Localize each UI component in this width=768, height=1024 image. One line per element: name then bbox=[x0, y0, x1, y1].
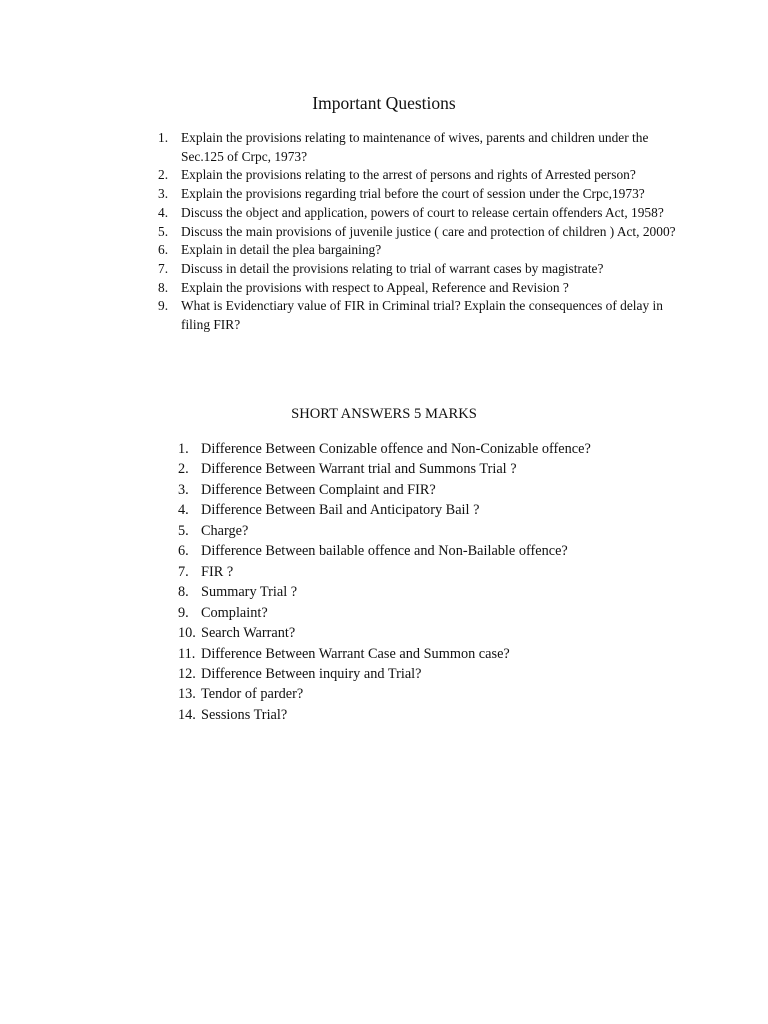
item-number: 2. bbox=[158, 167, 169, 183]
item-text: Difference Between Warrant trial and Summons Trial ? bbox=[201, 461, 517, 478]
item-text: Sessions Trial? bbox=[201, 706, 288, 723]
item-number: 7. bbox=[158, 260, 169, 276]
item-text: Complaint? bbox=[201, 604, 268, 621]
item-number: 5. bbox=[158, 223, 169, 239]
item-text: Explain the provisions relating to the arrest of persons and rights of Arrested person? bbox=[181, 167, 636, 183]
item-number: 13. bbox=[178, 686, 196, 703]
item-text: Search Warrant? bbox=[201, 625, 296, 642]
list-item bbox=[178, 480, 678, 500]
item-number: 4. bbox=[158, 204, 169, 220]
item-text: Difference Between Bail and Anticipatory Bail ? bbox=[201, 502, 480, 519]
item-text: Explain in detail the plea bargaining? bbox=[181, 242, 382, 258]
item-number: 3. bbox=[178, 481, 189, 498]
list-item bbox=[178, 582, 678, 602]
item-number: 3. bbox=[158, 186, 169, 202]
item-text: Discuss in detail the provisions relating to trial of warrant cases by magistrate? bbox=[181, 260, 604, 276]
list-item bbox=[178, 705, 678, 725]
list-item bbox=[158, 223, 688, 242]
list-item bbox=[158, 185, 688, 204]
list-item bbox=[158, 297, 688, 334]
item-number: 8. bbox=[178, 584, 189, 601]
item-number: 10. bbox=[178, 625, 196, 642]
item-number: 4. bbox=[178, 502, 189, 519]
page-title: Important Questions bbox=[312, 93, 456, 113]
item-text: Discuss the main provisions of juvenile justice ( care and protection of children ) Act, 2000? bbox=[181, 223, 676, 239]
item-text: FIR ? bbox=[201, 563, 234, 580]
item-number: 8. bbox=[158, 279, 169, 295]
list-item bbox=[178, 664, 678, 684]
item-number: 9. bbox=[178, 604, 189, 621]
list-item bbox=[178, 623, 678, 643]
list-item bbox=[178, 603, 678, 623]
item-text: Discuss the object and application, powers of court to release certain offenders Act, 1958? bbox=[181, 204, 664, 220]
item-number: 6. bbox=[178, 543, 189, 560]
list-item bbox=[158, 129, 688, 166]
item-number: 2. bbox=[178, 461, 189, 478]
item-text: Difference Between bailable offence and Non-Bailable offence? bbox=[201, 543, 568, 560]
item-number: 12. bbox=[178, 665, 196, 682]
item-text: Difference Between Complaint and FIR? bbox=[201, 481, 436, 498]
item-text: Charge? bbox=[201, 522, 249, 539]
item-text: Explain the provisions with respect to Appeal, Reference and Revision ? bbox=[181, 279, 569, 295]
item-number: 14. bbox=[178, 706, 196, 723]
list-item bbox=[178, 684, 678, 704]
item-text: Difference Between inquiry and Trial? bbox=[201, 665, 422, 682]
item-number: 7. bbox=[178, 563, 189, 580]
item-text: Difference Between Warrant Case and Summon case? bbox=[201, 645, 510, 662]
item-number: 11. bbox=[178, 645, 196, 662]
important-questions-list bbox=[158, 129, 688, 335]
list-item bbox=[178, 541, 678, 561]
list-item bbox=[158, 241, 688, 260]
list-item bbox=[158, 166, 688, 185]
item-text: Explain the provisions regarding trial before the court of session under the Crpc,1973? bbox=[181, 186, 645, 202]
list-item bbox=[178, 644, 678, 664]
item-text: Explain the provisions relating to maintenance of wives, parents and children under the Sec.125 of Crpc, 1973? bbox=[181, 130, 649, 164]
list-item bbox=[178, 459, 678, 479]
list-item bbox=[158, 260, 688, 279]
item-text: Difference Between Conizable offence and Non-Conizable offence? bbox=[201, 441, 591, 457]
item-number: 6. bbox=[158, 242, 169, 258]
list-item bbox=[158, 279, 688, 298]
short-answers-list bbox=[178, 439, 678, 725]
short-answers-heading: SHORT ANSWERS 5 MARKS bbox=[291, 406, 477, 422]
list-item bbox=[178, 439, 678, 459]
item-text: Summary Trial ? bbox=[201, 584, 298, 601]
item-number: 1. bbox=[178, 441, 189, 457]
item-number: 1. bbox=[158, 130, 169, 145]
item-number: 5. bbox=[178, 522, 189, 539]
list-item bbox=[158, 204, 688, 223]
item-text: Tendor of parder? bbox=[201, 686, 304, 703]
list-item bbox=[178, 562, 678, 582]
item-text: What is Evidenctiary value of FIR in Criminal trial? Explain the consequences of delay in filing FIR? bbox=[181, 298, 663, 333]
list-item bbox=[178, 500, 678, 520]
list-item bbox=[178, 521, 678, 541]
item-number: 9. bbox=[158, 298, 169, 314]
